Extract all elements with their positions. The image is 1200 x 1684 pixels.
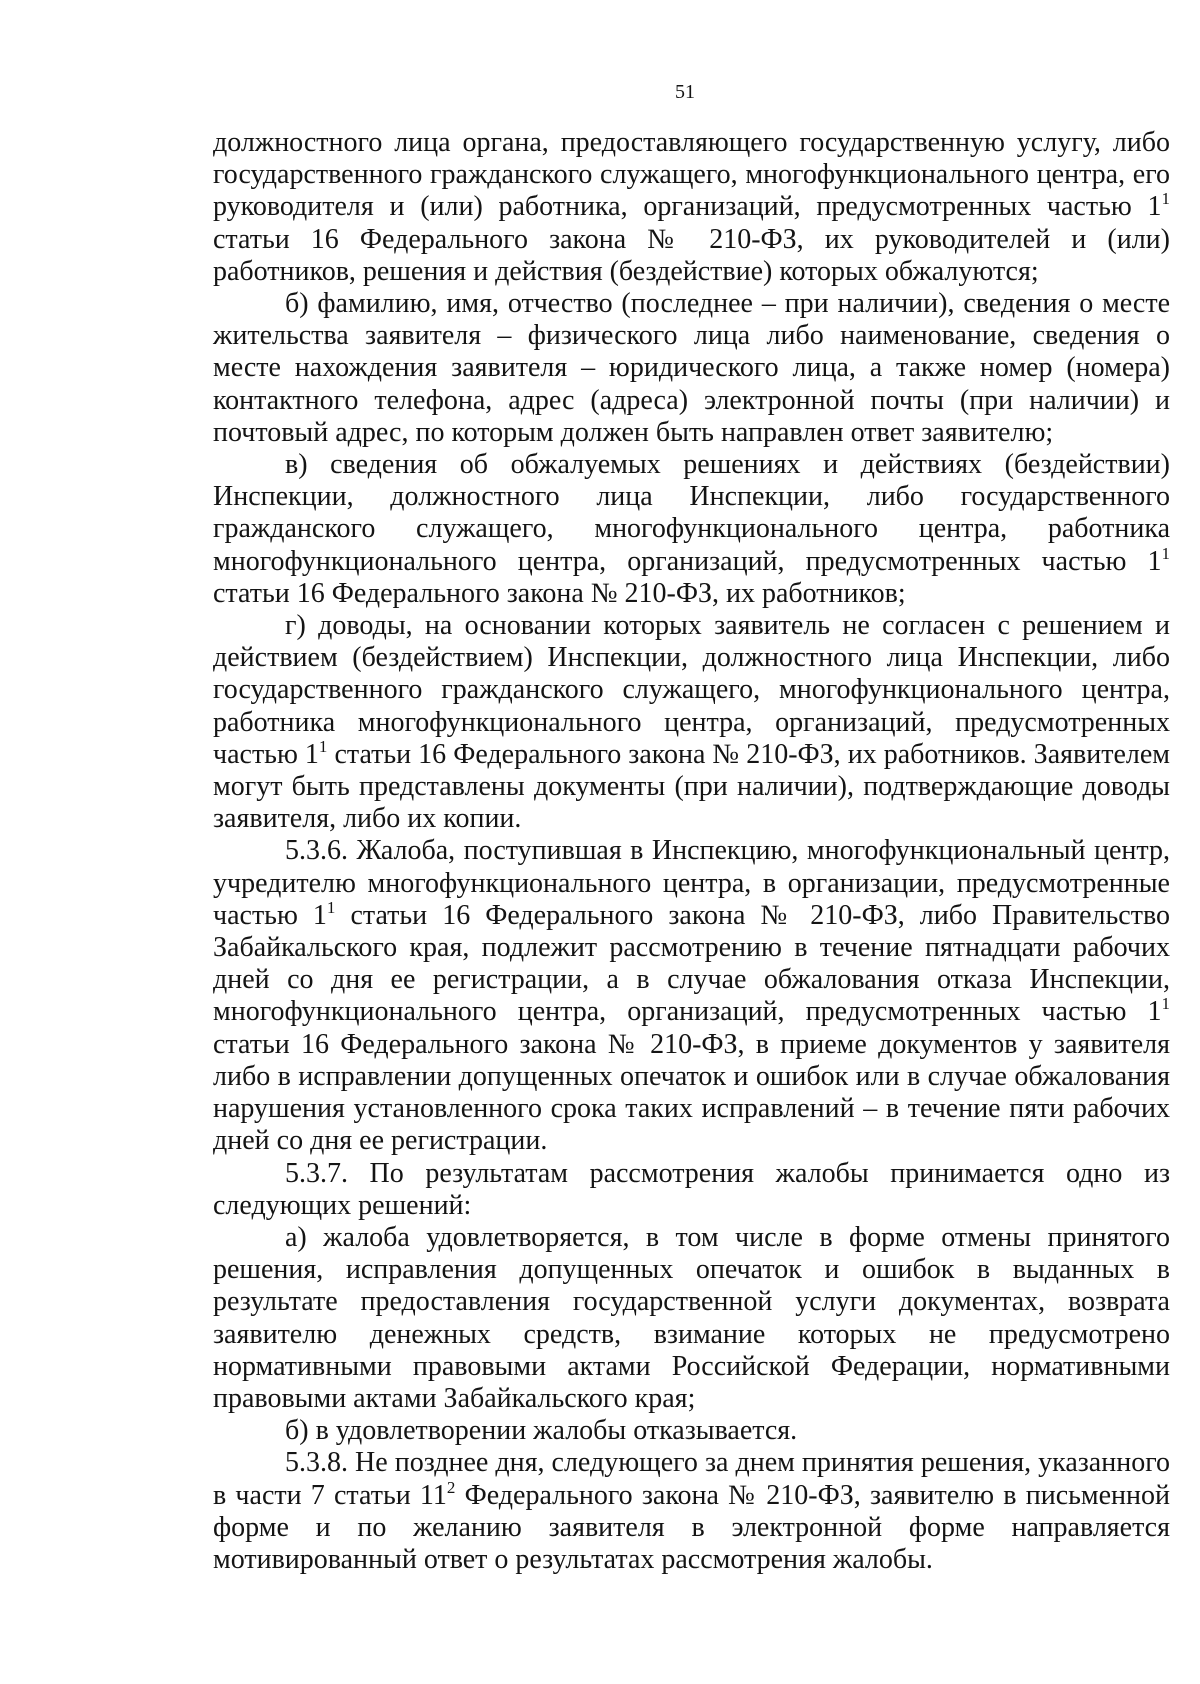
superscript: 1 <box>326 897 336 917</box>
superscript: 1 <box>318 736 328 756</box>
paragraph-p-5-3-8 <box>213 1447 1170 1576</box>
superscript: 1 <box>1161 189 1170 209</box>
paragraph-p-5-3-6 <box>213 835 1170 1157</box>
text-run: статьи 16 Федерального закона № 210-ФЗ, их работников; <box>213 577 906 609</box>
text-run: статьи 16 Федерального закона № 210-ФЗ, их руководителей и (или) работников, решения и действия (бездействие) которых обжалуются; <box>213 223 1170 287</box>
text-run: Федерального закона № 210-ФЗ, заявителю в письменной форме и по желанию заявителя в электронной форме направляется мотивированный ответ о результатах рассмотрения жалобы. <box>213 1479 1170 1575</box>
text-run: в) сведения об обжалуемых решениях и действиях (бездействии) Инспекции, должностного лица Инспекции, либо государственного гражданского служащего, многофункционального центра, работника многофункционального центра, организаций, предусмотренных частью 1 <box>213 449 1170 577</box>
superscript: 2 <box>446 1477 456 1497</box>
text-run: 5.3.8. Не позднее дня, следующего за днем принятия решения, указанного в части 7 статьи 11 <box>213 1447 1170 1511</box>
superscript: 1 <box>1161 543 1170 563</box>
paragraph-p-b <box>213 288 1170 449</box>
paragraph-p-continuation <box>213 127 1170 288</box>
text-run: г) доводы, на основании которых заявитель не согласен с решением и действием (бездействием) Инспекции, должностного лица Инспекции, либо государственного гражданского служащего, многофункционального центра, работника многофункционального центра, организаций, предусмотренных частью 1 <box>213 610 1170 770</box>
text-run: 5.3.7. По результатам рассмотрения жалобы принимается одно из следующих решений: <box>213 1157 1170 1221</box>
text-run: статьи 16 Федерального закона № 210-ФЗ, их работников. Заявителем могут быть представлены документы (при наличии), подтверждающие доводы заявителя, либо их копии. <box>213 738 1170 835</box>
paragraph-p-b2 <box>213 1415 1170 1447</box>
text-run: должностного лица органа, предоставляющего государственную услугу, либо государственного гражданского служащего, многофункционального центра, его руководителя и (или) работника, организаций, предусмотренных частью 1 <box>213 127 1170 223</box>
superscript: 1 <box>1161 994 1170 1014</box>
text-run: б) фамилию, имя, отчество (последнее – при наличии), сведения о месте жительства заявителя – физического лица либо наименование, сведения о месте нахождения заявителя – юридического лица, а также номер (номера) контактного телефона, адрес (адреса) электронной почты (при наличии) и почтовый адрес, по которым должен быть направлен ответ заявителю; <box>213 288 1170 448</box>
paragraph-p-g <box>213 610 1170 835</box>
paragraph-p-a <box>213 1222 1170 1415</box>
text-run: б) в удовлетворении жалобы отказывается. <box>285 1415 798 1447</box>
text-run: а) жалоба удовлетворяется, в том числе в форме отмены принятого решения, исправления допущенных опечаток и ошибок в выданных в результате предоставления государственной услуги документах, возврата заявителю денежных средств, взимание которых не предусмотрено нормативными правовыми актами Российской Федерации, нормативными правовыми актами Забайкальского края; <box>213 1221 1170 1414</box>
document-body <box>213 127 1170 1576</box>
text-run: статьи 16 Федерального закона № 210-ФЗ, либо Правительство Забайкальского края, подлежит рассмотрению в течение пятнадцати рабочих дней со дня ее регистрации, а в случае обжалования отказа Инспекции, многофункционального центра, организаций, предусмотренных частью 1 <box>213 899 1170 1028</box>
paragraph-p-5-3-7 <box>213 1158 1170 1222</box>
paragraph-p-v <box>213 449 1170 610</box>
page-number: 51 <box>675 81 695 103</box>
text-run: статьи 16 Федерального закона № 210-ФЗ, в приеме документов у заявителя либо в исправлении допущенных опечаток и ошибок или в случае обжалования нарушения установленного срока таких исправлений – в течение пяти рабочих дней со дня ее регистрации. <box>213 1028 1170 1157</box>
text-run: 5.3.6. Жалоба, поступившая в Инспекцию, многофункциональный центр, учредителю многофункционального центра, в организации, предусмотренные частью 1 <box>213 835 1170 931</box>
